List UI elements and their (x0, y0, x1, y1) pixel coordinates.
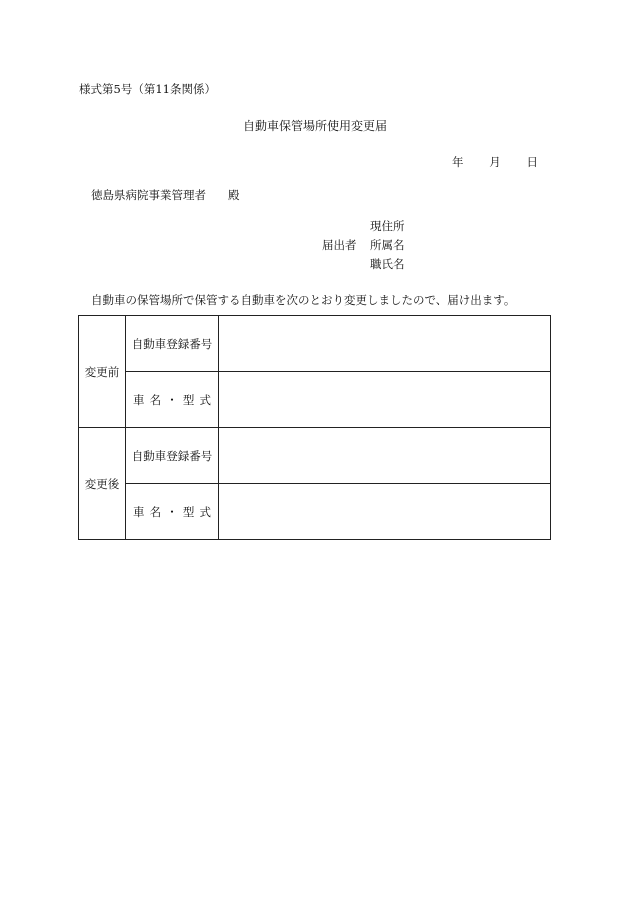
addressee-name: 徳島県病院事業管理者 (91, 188, 206, 202)
field-label-part: 式 (199, 504, 211, 519)
date-year-label: 年 (452, 155, 464, 169)
field-label-registration-number: 自動車登録番号 (126, 316, 219, 372)
form-number: 様式第5号（第11条関係） (79, 82, 216, 96)
group-label-before: 変更前 (79, 316, 126, 428)
field-label-part: 型 (182, 392, 195, 407)
statement-text: 自動車の保管場所で保管する自動車を次のとおり変更しましたので、届け出ます。 (91, 293, 516, 307)
table-row (79, 316, 551, 372)
table-row (79, 484, 551, 540)
date-month-label: 月 (489, 155, 501, 169)
field-label-part: 名 (149, 392, 162, 407)
vehicle-change-table (78, 315, 551, 540)
date-day-label: 日 (526, 155, 538, 169)
field-label-car-model (126, 372, 219, 428)
field-label-part: ・ (166, 504, 178, 519)
field-label-part: ・ (166, 392, 178, 407)
document-title: 自動車保管場所使用変更届 (242, 119, 387, 133)
value-cell-after-registration[interactable] (219, 428, 551, 484)
addressee (91, 188, 240, 202)
applicant-label: 届出者 (322, 238, 357, 252)
field-label-part: 車 (133, 504, 145, 519)
applicant-position-name-label: 職氏名 (370, 257, 405, 271)
date-line (452, 155, 538, 169)
table-row (79, 372, 551, 428)
value-cell-before-model[interactable] (219, 372, 551, 428)
field-label-part: 名 (149, 504, 162, 519)
addressee-honorific: 殿 (228, 188, 240, 202)
field-label-part: 式 (199, 392, 211, 407)
field-label-car-model (126, 484, 219, 540)
field-label-registration-number: 自動車登録番号 (126, 428, 219, 484)
field-label-part: 車 (133, 392, 145, 407)
field-label-part: 型 (182, 504, 195, 519)
table-row (79, 428, 551, 484)
value-cell-after-model[interactable] (219, 484, 551, 540)
applicant-address-label: 現住所 (370, 219, 405, 233)
applicant-affiliation-label: 所属名 (370, 238, 405, 252)
value-cell-before-registration[interactable] (219, 316, 551, 372)
group-label-after: 変更後 (79, 428, 126, 540)
